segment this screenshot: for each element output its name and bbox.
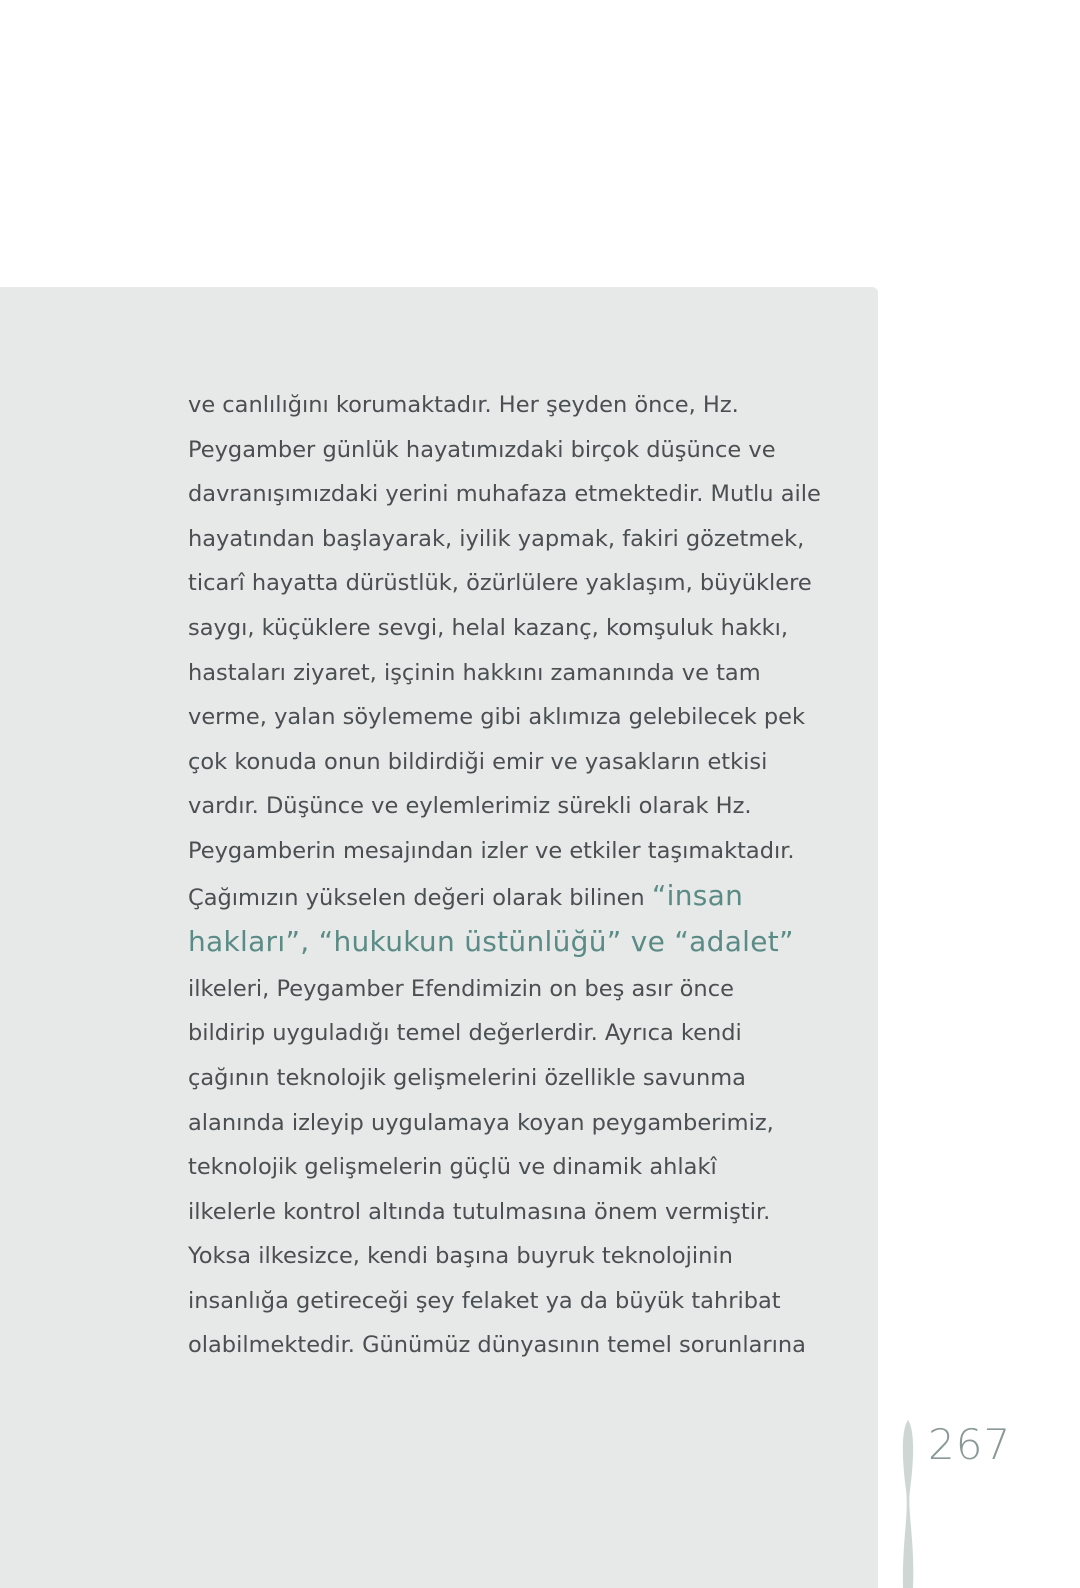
page-number: 267: [928, 1420, 1012, 1469]
text-line: ilkeleri, Peygamber Efendimizin on beş asır önce: [188, 975, 734, 1002]
text-line: insanlığa getireceği şey felaket ya da büyük tahribat: [188, 1287, 781, 1314]
text-line: çok konuda onun bildirdiği emir ve yasakların etkisi: [188, 748, 768, 775]
text-line: çağının teknolojik gelişmelerini özellikle savunma: [188, 1064, 746, 1091]
text-line: ticarî hayatta dürüstlük, özürlülere yaklaşım, büyüklere: [188, 570, 812, 597]
page-ornament-icon: [897, 1420, 919, 1588]
text-line: alanında izleyip uygulamaya koyan peygamberimiz,: [188, 1109, 774, 1136]
text-line: saygı, küçüklere sevgi, helal kazanç, komşuluk hakkı,: [188, 614, 789, 641]
highlighted-phrase: “insan: [651, 878, 744, 912]
text-line: vardır. Düşünce ve eylemlerimiz sürekli olarak Hz.: [188, 793, 752, 820]
text-line: ve canlılığını korumaktadır. Her şeyden önce, Hz.: [188, 392, 739, 418]
text-line: bildirip uyguladığı temel değerlerdir. Ayrıca kendi: [188, 1020, 742, 1047]
text-line: hayatından başlayarak, iyilik yapmak, fakiri gözetmek,: [188, 525, 805, 552]
text-line: hastaları ziyaret, işçinin hakkını zamanında ve tam: [188, 659, 761, 686]
text-line-prefix: Çağımızın yükselen değeri olarak bilinen: [188, 884, 652, 911]
text-line: Yoksa ilkesizce, kendi başına buyruk teknolojinin: [188, 1243, 733, 1270]
text-line: Peygamber günlük hayatımızdaki birçok düşünce ve: [188, 436, 776, 463]
text-line: ilkelerle kontrol altında tutulmasına önem vermiştir.: [188, 1198, 771, 1225]
text-line: davranışımızdaki yerini muhafaza etmektedir. Mutlu aile: [188, 481, 821, 508]
highlighted-line: [188, 920, 828, 967]
text-line-with-highlight: [188, 874, 828, 921]
text-line: Peygamberin mesajından izler ve etkiler taşımaktadır.: [188, 837, 795, 864]
text-line: olabilmektedir. Günümüz dünyasının temel sorunlarına: [188, 1332, 806, 1359]
text-line: teknolojik gelişmelerin güçlü ve dinamik ahlakî: [188, 1154, 717, 1181]
body-text: [188, 383, 828, 1368]
text-line: verme, yalan söylememe gibi aklımıza gelebilecek pek: [188, 704, 806, 731]
highlighted-phrase: hakları”, “hukukun üstünlüğü” ve “adalet”: [188, 925, 794, 959]
